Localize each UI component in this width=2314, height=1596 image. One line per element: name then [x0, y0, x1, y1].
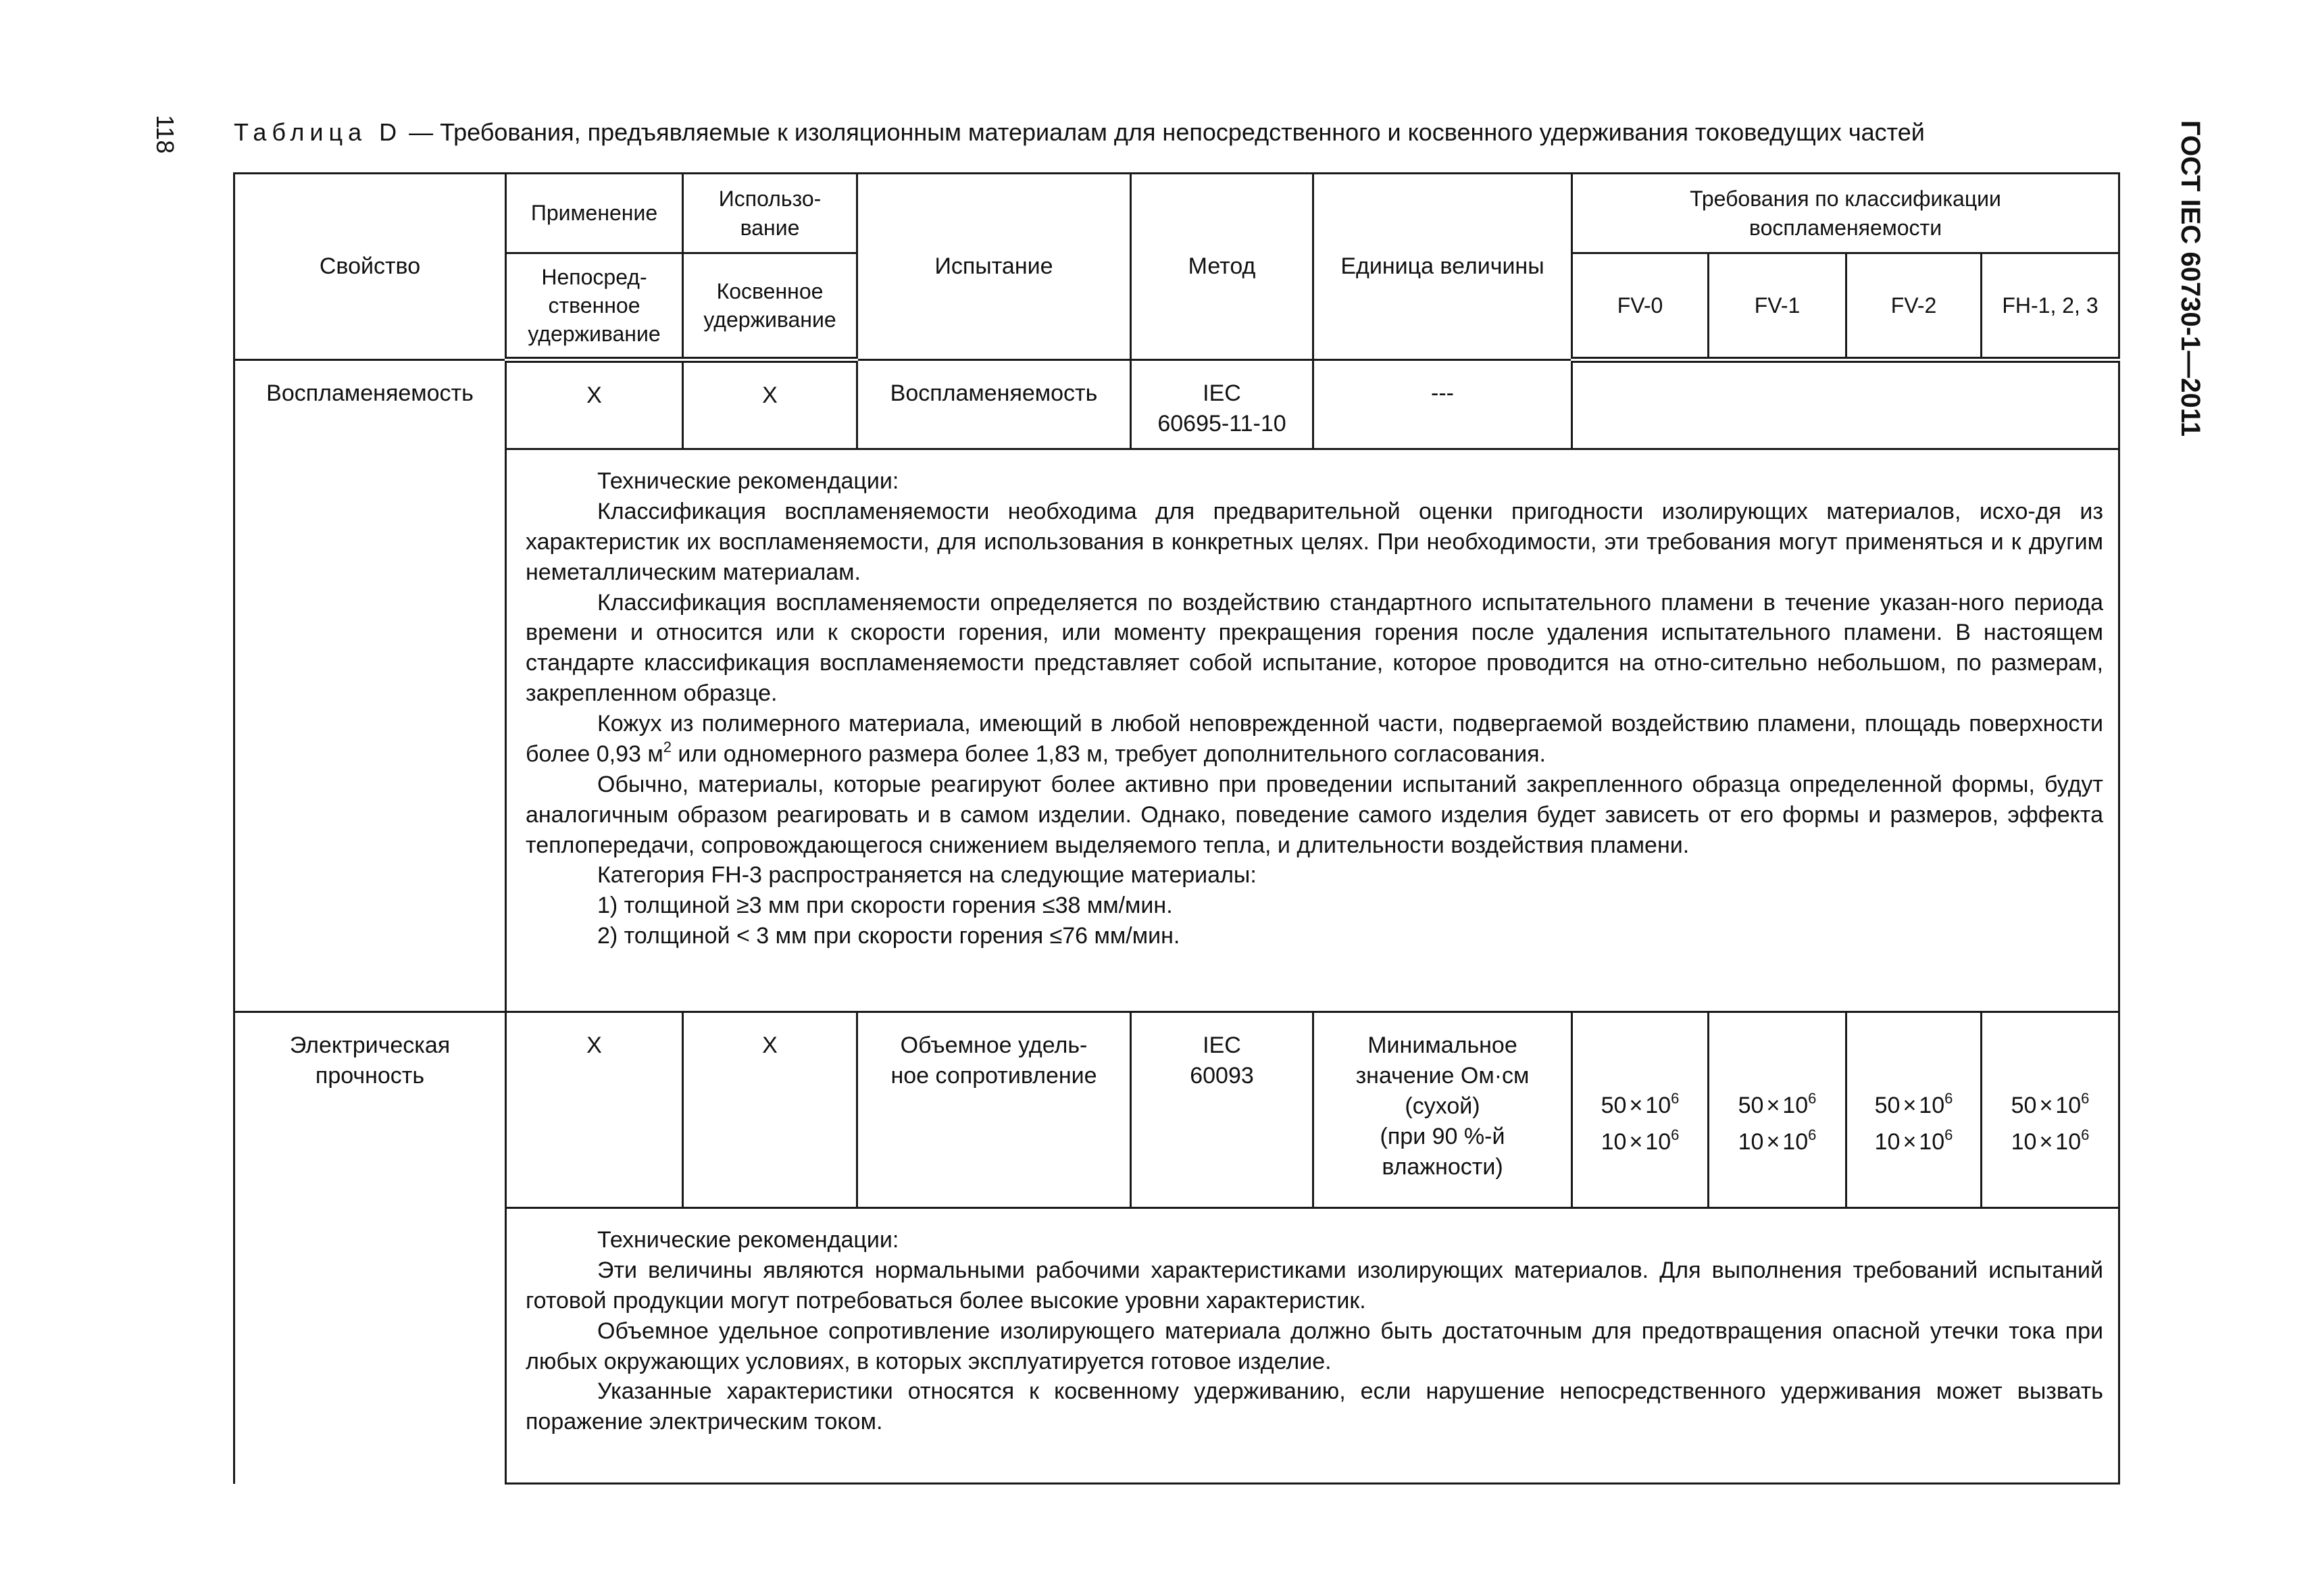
header-method — [1131, 174, 1313, 360]
table-row — [234, 1208, 2119, 1484]
value-pow: 10 — [1919, 1093, 1945, 1118]
value-block — [1581, 1020, 1699, 1161]
note-paragraph: Обычно, материалы, которые реагируют более активно при проведении испытаний закрепленного образца определенной формы, будут аналогичным образом реагировать и в самом изделии. Однако, поведение самого изделия будет зависеть от его формы и размеров, эффекта теплопередачи, сопровождающегося снижением выделяемого тепла, и длительности воздействия пламени. — [526, 771, 2103, 858]
note-paragraph: Категория FH-3 распространяется на следующие материалы: — [597, 862, 1257, 889]
note-paragraph: 2) толщиной < 3 мм при скорости горения ≤76 мм/мин. — [597, 923, 1180, 949]
row-flammability-direct-text: X — [586, 382, 602, 408]
value-cell-fh — [1982, 1012, 2119, 1208]
row-electrical-property-text: Электрическая прочность — [289, 1032, 451, 1089]
value-block — [1717, 1020, 1837, 1161]
note-paragraph: Кожух из полимерного материала, имеющий в любой неповрежденной части, подвергаемой воздействию пламени, площадь поверхности более 0,93 $м^2$ или одномерного размера более 1,83 м, требует дополнительного согласования. — [526, 711, 2103, 767]
table-row — [234, 449, 2119, 1012]
row-flammability-method — [1131, 360, 1313, 449]
note-paragraph: Классификация воспламеняемости необходима для предварительной оценки пригодности изолирующих материалов, исхо-дя из характеристик их воспламеняемости, для использования в конкретных целях. При необходимости, эти требования могут применяться и к другим неметаллическим материалам. — [526, 498, 2103, 585]
header-property — [234, 174, 506, 360]
row-electrical-method — [1131, 1012, 1313, 1208]
value-base: 50 — [1874, 1093, 1901, 1118]
row-electrical-test — [857, 1012, 1131, 1208]
value-base: 10 — [1874, 1129, 1901, 1155]
times-sign: × — [1766, 1093, 1780, 1118]
row-electrical-indirect-text: X — [762, 1032, 778, 1058]
header-usage-text: Использо- вание — [718, 186, 822, 240]
header-requirements-text: Требования по классификации воспламеняемости — [1690, 186, 2001, 240]
value-pow: 10 — [1645, 1129, 1671, 1155]
header-indirect-text: Косвенное удерживание — [703, 278, 836, 332]
row-flammability-property-text: Воспламеняемость — [266, 380, 474, 406]
times-sign: × — [1629, 1093, 1643, 1118]
value-exp: 6 — [1944, 1089, 1953, 1107]
value-pow: 10 — [1645, 1093, 1671, 1118]
times-sign: × — [1903, 1093, 1917, 1118]
row-electrical-direct-text: X — [586, 1032, 602, 1058]
value-dry — [1717, 1087, 1837, 1124]
header-direct-text: Непосред- ственное удерживание — [528, 264, 661, 347]
value-pow: 10 — [1919, 1129, 1945, 1155]
row-flammability-unit-text: --- — [1431, 380, 1454, 406]
value-pow: 10 — [2055, 1129, 2082, 1155]
row-flammability-method-text: IEC 60695-11-10 — [1157, 380, 1286, 437]
header-property-text: Свойство — [319, 253, 421, 280]
value-block — [1855, 1020, 1972, 1161]
value-exp: 6 — [1671, 1126, 1680, 1144]
requirements-table — [233, 172, 2120, 1485]
row-electrical-notes — [506, 1208, 2119, 1484]
row-electrical-indirect — [683, 1012, 857, 1208]
row-flammability-indirect — [683, 360, 857, 449]
value-exp: 6 — [1944, 1126, 1953, 1144]
header-indirect — [683, 253, 857, 360]
value-exp: 6 — [1808, 1126, 1817, 1144]
header-requirements — [1572, 174, 2119, 253]
table-caption-label: Таблица D — [234, 118, 403, 146]
row-flammability-test — [857, 360, 1131, 449]
note-paragraph: Классификация воспламеняемости определяется по воздействию стандартного испытательного пламени в течение указан-ного периода времени и относится или к скорости горения, или моменту прекращения горения после удаления испытательного пламени. В настоящем стандарте классификация воспламеняемости представляет собой испытание, которое проводится на отно-сительно небольшом, по размерам, закрепленном образце. — [526, 589, 2103, 707]
note-paragraph: Эти величины являются нормальными рабочими характеристиками изолирующих материалов. Для выполнения требований испытаний готовой продукции могут потребоваться более высокие уровни характеристик. — [526, 1257, 2103, 1314]
value-base: 50 — [1601, 1093, 1627, 1118]
value-dry — [1990, 1087, 2110, 1124]
value-dry — [1855, 1087, 1972, 1124]
header-application — [506, 174, 683, 253]
row-flammability-requirements — [1572, 360, 2119, 449]
header-class-fv0 — [1572, 253, 1709, 360]
row-electrical-property — [234, 1012, 506, 1484]
times-sign: × — [1629, 1129, 1643, 1155]
value-base: 10 — [1738, 1129, 1764, 1155]
header-application-text: Применение — [530, 201, 658, 226]
note-paragraph: Указанные характеристики относятся к косвенному удерживанию, если нарушение непосредственного удерживания может вызвать поражение электрическим током. — [526, 1378, 2103, 1435]
value-dry — [1581, 1087, 1699, 1124]
header-class-fv0-text: FV-0 — [1617, 293, 1663, 318]
note-paragraph: Технические рекомендации: — [597, 1227, 899, 1253]
value-base: 50 — [1738, 1093, 1764, 1118]
header-row-1 — [234, 174, 2119, 253]
value-block — [1990, 1020, 2110, 1161]
value-exp: 6 — [1808, 1089, 1817, 1107]
times-sign: × — [2039, 1093, 2053, 1118]
row-flammability-unit — [1313, 360, 1572, 449]
header-direct — [506, 253, 683, 360]
header-method-text: Метод — [1188, 253, 1256, 280]
header-test-text: Испытание — [934, 253, 1053, 280]
row-electrical-test-text: Объемное удель- ное сопротивление — [890, 1032, 1097, 1089]
header-class-fv2-text: FV-2 — [1890, 293, 1937, 318]
table-caption-text: — Требования, предъявляемые к изоляционным материалам для непосредственного и косвенного удерживания токоведущих частей — [409, 118, 1925, 146]
times-sign: × — [1766, 1129, 1780, 1155]
note-paragraph: Объемное удельное сопротивление изолирующего материала должно быть достаточным для предотвращения опасной утечки тока при любых окружающих условиях, в которых эксплуатируется готовое изделие. — [526, 1318, 2103, 1374]
times-sign: × — [2039, 1129, 2053, 1155]
table-row — [234, 1012, 2119, 1208]
header-unit — [1313, 174, 1572, 360]
value-pow: 10 — [1782, 1129, 1809, 1155]
page-number: 118 — [151, 115, 179, 154]
note-paragraph: Технические рекомендации: — [597, 468, 899, 494]
value-humid — [1855, 1124, 1972, 1160]
value-humid — [1990, 1124, 2110, 1160]
value-exp: 6 — [2081, 1089, 2090, 1107]
header-class-fv1 — [1709, 253, 1846, 360]
value-pow: 10 — [2055, 1093, 2082, 1118]
row-flammability-test-text: Воспламеняемость — [890, 380, 1098, 406]
value-exp: 6 — [2081, 1126, 2090, 1144]
value-cell-fv2 — [1846, 1012, 1982, 1208]
row-electrical-method-text: IEC 60093 — [1190, 1032, 1254, 1089]
value-base: 50 — [2011, 1093, 2037, 1118]
table-caption — [234, 118, 1925, 147]
standard-code: ГОСТ IEC 60730-1—2011 — [2175, 120, 2205, 437]
value-exp: 6 — [1671, 1089, 1680, 1107]
header-test — [857, 174, 1131, 360]
header-class-fh — [1982, 253, 2119, 360]
value-humid — [1717, 1124, 1837, 1160]
row-flammability-direct — [506, 360, 683, 449]
row-flammability-notes — [506, 449, 2119, 1012]
header-unit-text: Единица величины — [1340, 253, 1544, 280]
value-pow: 10 — [1782, 1093, 1809, 1118]
row-flammability-indirect-text: X — [762, 382, 778, 408]
times-sign: × — [1903, 1129, 1917, 1155]
header-class-fh-text: FH-1, 2, 3 — [2002, 293, 2098, 318]
row-flammability-property — [234, 360, 506, 1012]
value-humid — [1581, 1124, 1699, 1160]
header-class-fv1-text: FV-1 — [1754, 293, 1801, 318]
value-cell-fv0 — [1572, 1012, 1709, 1208]
value-base: 10 — [2011, 1129, 2037, 1155]
header-usage — [683, 174, 857, 253]
row-electrical-unit — [1313, 1012, 1572, 1208]
row-electrical-direct — [506, 1012, 683, 1208]
note-paragraph: 1) толщиной ≥3 мм при скорости горения ≤38 мм/мин. — [597, 893, 1173, 919]
value-base: 10 — [1601, 1129, 1627, 1155]
row-electrical-unit-text: Минимальное значение Ом·см (сухой) (при 90 %-й влажности) — [1355, 1032, 1530, 1180]
header-class-fv2 — [1846, 253, 1982, 360]
table-row — [234, 360, 2119, 449]
value-cell-fv1 — [1709, 1012, 1846, 1208]
